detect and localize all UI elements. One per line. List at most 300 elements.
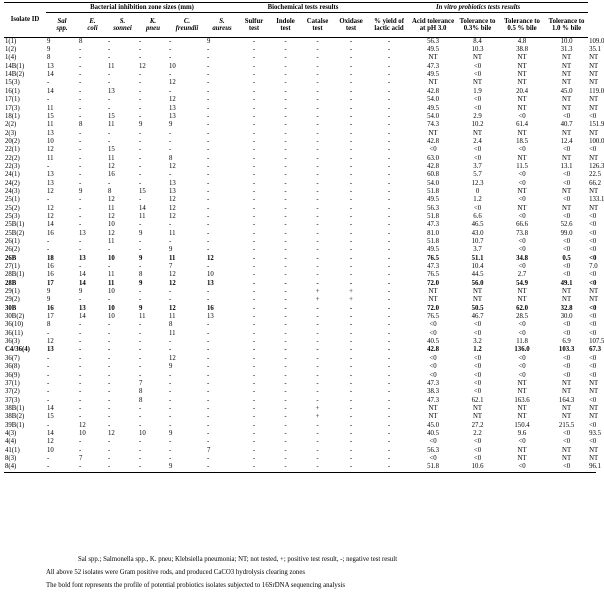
value-cell: - <box>79 246 82 254</box>
value-cell: - <box>334 464 368 473</box>
table-row <box>4 80 596 88</box>
isolate-id-cell: 39B(1) <box>5 421 25 429</box>
value-cell: 10 <box>108 288 115 296</box>
value-cell: - <box>387 288 391 296</box>
value-cell: - <box>284 363 287 371</box>
value-cell: 56.0 <box>471 279 484 287</box>
value-cell: - <box>238 464 270 473</box>
value-cell: NT <box>562 446 572 454</box>
value-cell: - <box>284 79 287 87</box>
value-cell: - <box>349 54 353 62</box>
value-cell: - <box>284 146 287 154</box>
value-cell: NT <box>517 404 527 412</box>
value-cell: <0 <box>429 146 437 154</box>
isolate-id-cell: 14B(1) <box>5 62 25 70</box>
isolate-id-cell: 4(4) <box>5 438 17 446</box>
value-cell: - <box>252 137 256 145</box>
value-cell: 51.8 <box>410 464 456 473</box>
value-cell: NT <box>473 288 483 296</box>
value-cell: NT <box>428 413 438 421</box>
value-cell: - <box>252 212 256 220</box>
value-cell: 40.5 <box>427 338 439 346</box>
value-cell: - <box>387 46 391 54</box>
value-cell: <0 <box>589 313 597 321</box>
inhibition-group-header: Bacterial inhibition zone sizes (mm) <box>46 3 238 13</box>
value-cell: - <box>79 413 82 421</box>
table-row <box>4 430 596 438</box>
value-cell: 14 <box>79 313 86 321</box>
isolate-id-cell: 25(1) <box>5 196 20 204</box>
isolate-id-cell: 18(1) <box>5 112 20 120</box>
acid-tolerance-header: Acid tolerance at pH 3.0 <box>410 13 456 38</box>
table-row <box>4 38 596 47</box>
isolate-id-cell: 24(2) <box>5 179 20 187</box>
value-cell: - <box>79 71 82 79</box>
value-cell: - <box>47 371 50 379</box>
value-cell: 2.7 <box>517 271 527 279</box>
value-cell: 66.6 <box>516 221 528 229</box>
value-cell: - <box>252 429 256 437</box>
value-cell: <0 <box>589 329 597 337</box>
value-cell: 3.7 <box>473 246 482 254</box>
value-cell: - <box>387 396 391 404</box>
value-cell: 45.0 <box>560 87 573 95</box>
value-cell: 3.7 <box>473 162 482 170</box>
value-cell: NT <box>589 404 599 412</box>
value-cell: 54.0 <box>427 179 439 187</box>
table-row <box>4 380 596 388</box>
value-cell: <0 <box>562 371 571 379</box>
value-cell: 10 <box>108 221 115 229</box>
value-cell: - <box>387 421 391 429</box>
value-cell: - <box>207 329 210 337</box>
value-cell: - <box>108 446 111 454</box>
value-cell: - <box>169 438 172 446</box>
value-cell: 10 <box>79 429 86 437</box>
value-cell: 13 <box>207 279 214 287</box>
value-cell: 7 <box>207 446 211 454</box>
value-cell: 12 <box>169 279 176 287</box>
value-cell: - <box>252 221 256 229</box>
value-cell: 11 <box>108 154 115 162</box>
value-cell: <0 <box>518 321 526 329</box>
value-cell: <0 <box>473 321 482 329</box>
isolate-id-cell: 1(2) <box>5 46 17 54</box>
value-cell: 12 <box>169 204 176 212</box>
value-cell: 11 <box>169 329 176 337</box>
value-cell: NT <box>589 204 599 212</box>
value-cell: 96.1 <box>588 464 596 473</box>
lactic-acid-yield-header: % yield of lactic acid <box>368 13 410 38</box>
value-cell: - <box>139 96 142 104</box>
value-cell: - <box>206 464 238 473</box>
value-cell: <0 <box>473 388 482 396</box>
value-cell: - <box>108 296 111 304</box>
value-cell: - <box>139 71 142 79</box>
value-cell: - <box>207 346 210 354</box>
value-cell: - <box>79 212 82 220</box>
value-cell: - <box>349 413 353 421</box>
value-cell: 10 <box>108 254 115 262</box>
value-cell: - <box>284 154 287 162</box>
value-cell: 12 <box>47 338 54 346</box>
value-cell: NT <box>562 187 572 195</box>
value-cell: - <box>108 413 111 421</box>
value-cell: 11 <box>47 121 54 129</box>
value-cell: - <box>349 379 353 387</box>
value-cell: <0 <box>429 438 437 446</box>
c-freundii-header: C. freundii <box>168 13 206 38</box>
value-cell: 8.4 <box>473 37 482 45</box>
value-cell: 49.5 <box>427 196 439 204</box>
isolate-id-header: Isolate ID <box>4 3 46 38</box>
value-cell: 13 <box>79 304 86 312</box>
value-cell: NT <box>517 187 527 195</box>
value-cell: NT <box>562 79 572 87</box>
value-cell: - <box>349 187 353 195</box>
value-cell: 10.6 <box>456 464 499 473</box>
value-cell: - <box>284 421 287 429</box>
value-cell: 46.5 <box>471 221 484 229</box>
value-cell: 60.8 <box>427 171 439 179</box>
value-cell: 13 <box>169 112 176 120</box>
value-cell: - <box>207 46 210 54</box>
value-cell: 42.8 <box>427 162 439 170</box>
value-cell: - <box>316 37 319 45</box>
probiotics-group-header: In vitro probiotics tests results <box>368 3 588 13</box>
value-cell: 49.5 <box>427 71 439 79</box>
value-cell: - <box>387 321 391 329</box>
value-cell: <0 <box>429 363 437 371</box>
value-cell: - <box>47 363 50 371</box>
value-cell: - <box>207 196 210 204</box>
value-cell: - <box>108 263 111 271</box>
value-cell: - <box>284 388 287 396</box>
value-cell: - <box>139 454 142 462</box>
value-cell: - <box>284 338 287 346</box>
value-cell: 8 <box>79 37 83 45</box>
value-cell: - <box>252 62 256 70</box>
footnote-gram-positive: All above 52 isolates were Gram positive rods, and produced CaCO3 hydrolysis clearing zones <box>46 569 305 576</box>
value-cell: - <box>349 396 353 404</box>
value-cell: NT <box>589 96 599 104</box>
table-row <box>4 46 596 54</box>
table-row <box>4 272 596 280</box>
value-cell: <0 <box>562 212 571 220</box>
value-cell: - <box>252 196 256 204</box>
value-cell: 51.8 <box>427 187 439 195</box>
value-cell: <0 <box>562 263 571 271</box>
value-cell: - <box>284 429 287 437</box>
value-cell: <0 <box>562 363 571 371</box>
value-cell: - <box>169 288 172 296</box>
table-row <box>4 130 596 138</box>
value-cell: - <box>387 71 391 79</box>
value-cell: <0 <box>518 212 526 220</box>
isolate-id-cell: 26(2) <box>5 246 20 254</box>
value-cell: - <box>349 87 353 95</box>
value-cell: - <box>316 421 319 429</box>
value-cell: 109.0 <box>589 37 604 45</box>
value-cell: 66.2 <box>589 179 601 187</box>
value-cell: NT <box>473 404 483 412</box>
value-cell: 47.3 <box>427 221 439 229</box>
value-cell: - <box>207 79 210 87</box>
value-cell: 12 <box>47 438 54 446</box>
value-cell: - <box>252 246 256 254</box>
value-cell: - <box>284 162 287 170</box>
value-cell: - <box>139 246 142 254</box>
value-cell: 54.0 <box>427 112 439 120</box>
value-cell: 151.9 <box>589 121 604 129</box>
value-cell: - <box>387 338 391 346</box>
bile-1-0-header: Tolerance to 1.0 % bile <box>545 13 588 38</box>
value-cell: - <box>207 121 210 129</box>
value-cell: 12 <box>169 196 176 204</box>
value-cell: - <box>79 137 82 145</box>
value-cell: 12 <box>108 429 115 437</box>
value-cell: - <box>349 162 353 170</box>
value-cell: <0 <box>473 379 482 387</box>
value-cell: - <box>284 438 287 446</box>
value-cell: - <box>108 46 111 54</box>
value-cell: <0 <box>545 464 588 473</box>
value-cell: - <box>139 221 142 229</box>
value-cell: 11 <box>47 104 54 112</box>
isolate-id-cell: 36(7) <box>5 354 20 362</box>
value-cell: - <box>284 321 287 329</box>
value-cell: - <box>169 371 172 379</box>
value-cell: - <box>108 71 111 79</box>
value-cell: <0 <box>518 363 526 371</box>
value-cell: - <box>207 396 210 404</box>
value-cell: - <box>139 238 142 246</box>
value-cell: - <box>207 404 210 412</box>
value-cell: <0 <box>518 238 526 246</box>
value-cell: - <box>316 263 319 271</box>
value-cell: - <box>349 96 353 104</box>
value-cell: - <box>252 279 256 287</box>
value-cell: - <box>252 363 256 371</box>
value-cell: - <box>349 279 353 287</box>
isolate-id-cell: 17(1) <box>5 96 20 104</box>
value-cell: - <box>252 54 256 62</box>
value-cell: 12.3 <box>471 179 484 187</box>
value-cell: NT <box>517 54 527 62</box>
value-cell: <0 <box>473 354 482 362</box>
value-cell: - <box>79 129 82 137</box>
value-cell: - <box>169 338 172 346</box>
value-cell: 18 <box>47 254 54 262</box>
value-cell: - <box>139 137 142 145</box>
value-cell: - <box>387 137 391 145</box>
isolate-id-cell: 17(3) <box>5 104 20 112</box>
value-cell: 47.3 <box>427 396 439 404</box>
value-cell: + <box>315 296 320 304</box>
value-cell: - <box>316 271 319 279</box>
value-cell: 9 <box>169 246 173 254</box>
value-cell: - <box>207 229 210 237</box>
value-cell: <0 <box>473 96 482 104</box>
value-cell: - <box>284 254 287 262</box>
value-cell: <0 <box>518 354 526 362</box>
value-cell: - <box>252 421 256 429</box>
value-cell: - <box>349 338 353 346</box>
value-cell: 9 <box>47 296 51 304</box>
value-cell: - <box>207 146 210 154</box>
value-cell: - <box>108 363 111 371</box>
value-cell: 76.5 <box>427 271 439 279</box>
value-cell: NT <box>562 404 572 412</box>
value-cell: - <box>349 404 353 412</box>
value-cell: 14 <box>47 87 54 95</box>
table-row <box>4 63 596 71</box>
value-cell: - <box>252 438 256 446</box>
value-cell: NT <box>517 296 527 304</box>
value-cell: - <box>108 379 111 387</box>
value-cell: - <box>108 137 111 145</box>
value-cell: 1.2 <box>473 196 482 204</box>
value-cell: 11 <box>108 121 115 129</box>
isolate-id-cell: 22(2) <box>5 154 20 162</box>
value-cell: - <box>139 79 142 87</box>
value-cell: 9 <box>47 46 51 54</box>
isolate-id-cell: 8(4) <box>4 464 46 473</box>
value-cell: - <box>207 162 210 170</box>
table-row <box>4 455 596 463</box>
value-cell: 10.0 <box>560 37 573 45</box>
value-cell: - <box>47 379 50 387</box>
value-cell: NT <box>589 446 599 454</box>
value-cell: - <box>284 313 287 321</box>
value-cell: 12 <box>169 96 176 104</box>
value-cell: <0 <box>473 204 482 212</box>
value-cell: 10.4 <box>471 263 484 271</box>
value-cell: - <box>207 179 210 187</box>
value-cell: - <box>252 354 256 362</box>
isolate-id-cell: 2(3) <box>5 129 17 137</box>
value-cell: - <box>349 37 353 45</box>
table-row <box>4 172 596 180</box>
table-row <box>4 263 596 271</box>
value-cell: - <box>387 296 391 304</box>
value-cell: 42.8 <box>427 87 439 95</box>
table-row <box>4 238 596 246</box>
value-cell: <0 <box>589 221 597 229</box>
value-cell: - <box>252 321 256 329</box>
value-cell: 9 <box>169 429 173 437</box>
value-cell: 16 <box>47 229 54 237</box>
isolate-id-cell: 36(3) <box>5 338 20 346</box>
value-cell: 46.7 <box>471 313 484 321</box>
value-cell: 163.6 <box>514 396 530 404</box>
value-cell: 99.0 <box>560 229 573 237</box>
value-cell: - <box>284 454 287 462</box>
value-cell: - <box>284 46 287 54</box>
value-cell: - <box>139 146 142 154</box>
value-cell: - <box>349 196 353 204</box>
value-cell: 56.3 <box>427 204 439 212</box>
value-cell: - <box>252 104 256 112</box>
value-cell: 8 <box>139 396 143 404</box>
value-cell: <0 <box>473 71 482 79</box>
table-row <box>4 372 596 380</box>
value-cell: 7 <box>79 454 83 462</box>
value-cell: 30.0 <box>560 313 573 321</box>
isolate-id-cell: 26B <box>5 254 17 262</box>
value-cell: - <box>79 87 82 95</box>
value-cell: - <box>207 238 210 246</box>
value-cell: - <box>284 221 287 229</box>
value-cell: - <box>207 379 210 387</box>
value-cell: - <box>284 171 287 179</box>
value-cell: - <box>387 279 391 287</box>
value-cell: - <box>252 79 256 87</box>
value-cell: 16 <box>108 171 115 179</box>
value-cell: - <box>301 464 334 473</box>
value-cell: - <box>169 238 172 246</box>
value-cell: - <box>79 54 82 62</box>
value-cell: - <box>284 296 287 304</box>
value-cell: - <box>139 162 142 170</box>
value-cell: 43.0 <box>471 229 484 237</box>
value-cell: 10 <box>108 304 115 312</box>
value-cell: - <box>108 404 111 412</box>
value-cell: - <box>316 62 319 70</box>
value-cell: - <box>316 229 319 237</box>
value-cell: NT <box>562 413 572 421</box>
value-cell: - <box>284 179 287 187</box>
value-cell: - <box>252 46 256 54</box>
value-cell: - <box>207 154 210 162</box>
value-cell: <0 <box>562 246 571 254</box>
value-cell: - <box>139 54 142 62</box>
value-cell: 9 <box>139 121 143 129</box>
value-cell: - <box>79 321 82 329</box>
value-cell: - <box>387 171 391 179</box>
footnote-abbreviations: Sal spp.; Salmonella spp., K. pneu; Klebsiella pneumonia; NT; not tested, +; positive test result, -; negative test result <box>78 556 398 563</box>
value-cell: <0 <box>473 446 482 454</box>
value-cell: 100.0 <box>589 137 604 145</box>
value-cell: - <box>316 187 319 195</box>
value-cell: - <box>316 112 319 120</box>
value-cell: - <box>284 104 287 112</box>
value-cell: - <box>139 129 142 137</box>
value-cell: <0 <box>429 454 437 462</box>
value-cell: 0.5 <box>562 254 571 262</box>
value-cell: - <box>108 37 111 45</box>
value-cell: NT <box>589 454 599 462</box>
value-cell: NT <box>473 296 483 304</box>
value-cell: - <box>108 179 111 187</box>
value-cell: - <box>387 271 391 279</box>
value-cell: - <box>139 104 142 112</box>
value-cell: - <box>349 46 353 54</box>
value-cell: 49.1 <box>560 279 573 287</box>
value-cell: <0 <box>473 438 482 446</box>
table-row <box>4 355 596 363</box>
value-cell: 9 <box>79 187 83 195</box>
value-cell: 10.2 <box>471 121 484 129</box>
value-cell: <0 <box>473 154 482 162</box>
value-cell: 12 <box>108 229 115 237</box>
value-cell: NT <box>428 129 438 137</box>
value-cell: 12 <box>47 146 54 154</box>
value-cell: - <box>387 129 391 137</box>
value-cell: - <box>47 354 50 362</box>
table-row <box>4 322 596 330</box>
value-cell: - <box>252 229 256 237</box>
